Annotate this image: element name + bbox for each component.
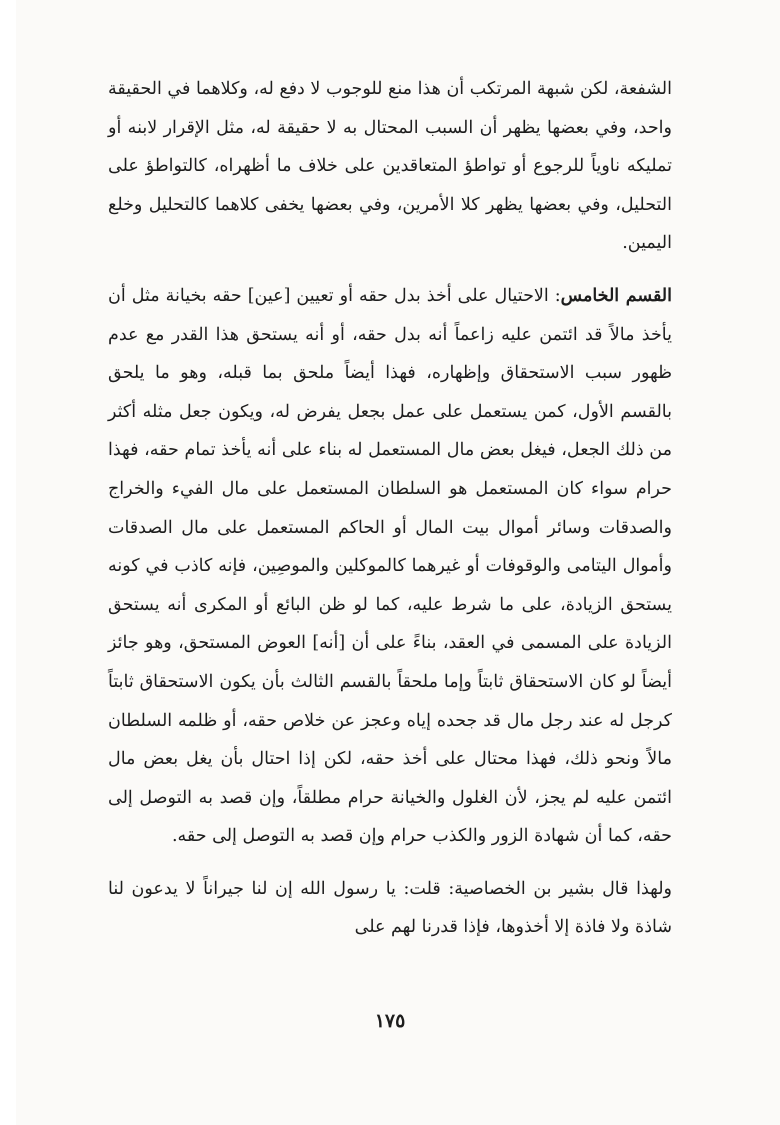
paragraph-2-text: : الاحتيال على أخذ بدل حقه أو تعيين [عين] حقه بخيانة مثل أن يأخذ مالاً قد ائتمن عليه زاعماً أنه بدل حقه، أو أنه يستحق هذا القدر مع عدم ظهور سبب الاستحقاق وإظهاره، فهذا أيضاً ملحق بما قبله، وهو ما يلحق بالقسم الأول، كمن يستعمل على عمل بجعل يفرض له، ويكون جعل مثله أكثر من ذلك الجعل، فيغل بعض مال المستعمل له بناء على أنه يأخذ تمام حقه، فهذا حرام سواء كان المستعمل هو السلطان المستعمل على مال الفيء والخراج والصدقات وسائر أموال بيت المال أو الحاكم المستعمل على مال الصدقات وأموال اليتامى والوقوفات أو غيرهما كالموكلين والموصِين، فإنه كاذب في كونه يستحق الزيادة، على ما شرط عليه، كما لو ظن البائع أو المكرى أنه يستحق الزيادة على المسمى في العقد، بناءً على أن [أنه] العوض المستحق، وهو جائز أيضاً لو كان الاستحقاق ثابتاً وإما ملحقاً بالقسم الثالث بأن يكون الاستحقاق ثابتاً كرجل له عند رجل مال قد جحده إياه وعجز عن خلاص حقه، أو ظلمه السلطان مالاً ونحو ذلك، فهذا محتال على أخذ حقه، لكن إذا احتال بأن يغل بعض مال ائتمن عليه لم يجز، لأن الغلول والخيانة حرام مطلقاً، وإن قصد به التوصل إلى حقه، كما أن شهادة الزور والكذب حرام وإن قصد به التوصل إلى حقه. [108,285,672,847]
paragraph-3-text: ولهذا قال بشير بن الخصاصية: قلت: يا رسول الله إن لنا جيراناً لا يدعون لنا شاذة ولا فاذة إلا أخذوها، فإذا قدرنا لهم على [108,878,672,938]
paragraph-1-text: الشفعة، لكن شبهة المرتكب أن هذا منع للوجوب لا دفع له، وكلاهما في الحقيقة واحد، وفي بعضها يظهر أن السبب المحتال به لا حقيقة له، مثل الإقرار لابنه أو تمليكه ناوياً للرجوع أو تواطؤ المتعاقدين على خلاف ما أظهراه، كالتواطؤ على التحليل، وفي بعضها يظهر كلا الأمرين، وفي بعضها يخفى كلاهما كالتحليل وخلع اليمين. [108,79,672,254]
page-number: ١٧٥ [374,1010,406,1032]
section-heading: القسم الخامس [560,285,673,306]
paragraph-1 [108,70,672,263]
paragraph-3 [108,870,672,947]
page-body [108,70,672,947]
paragraph-2 [108,277,672,856]
